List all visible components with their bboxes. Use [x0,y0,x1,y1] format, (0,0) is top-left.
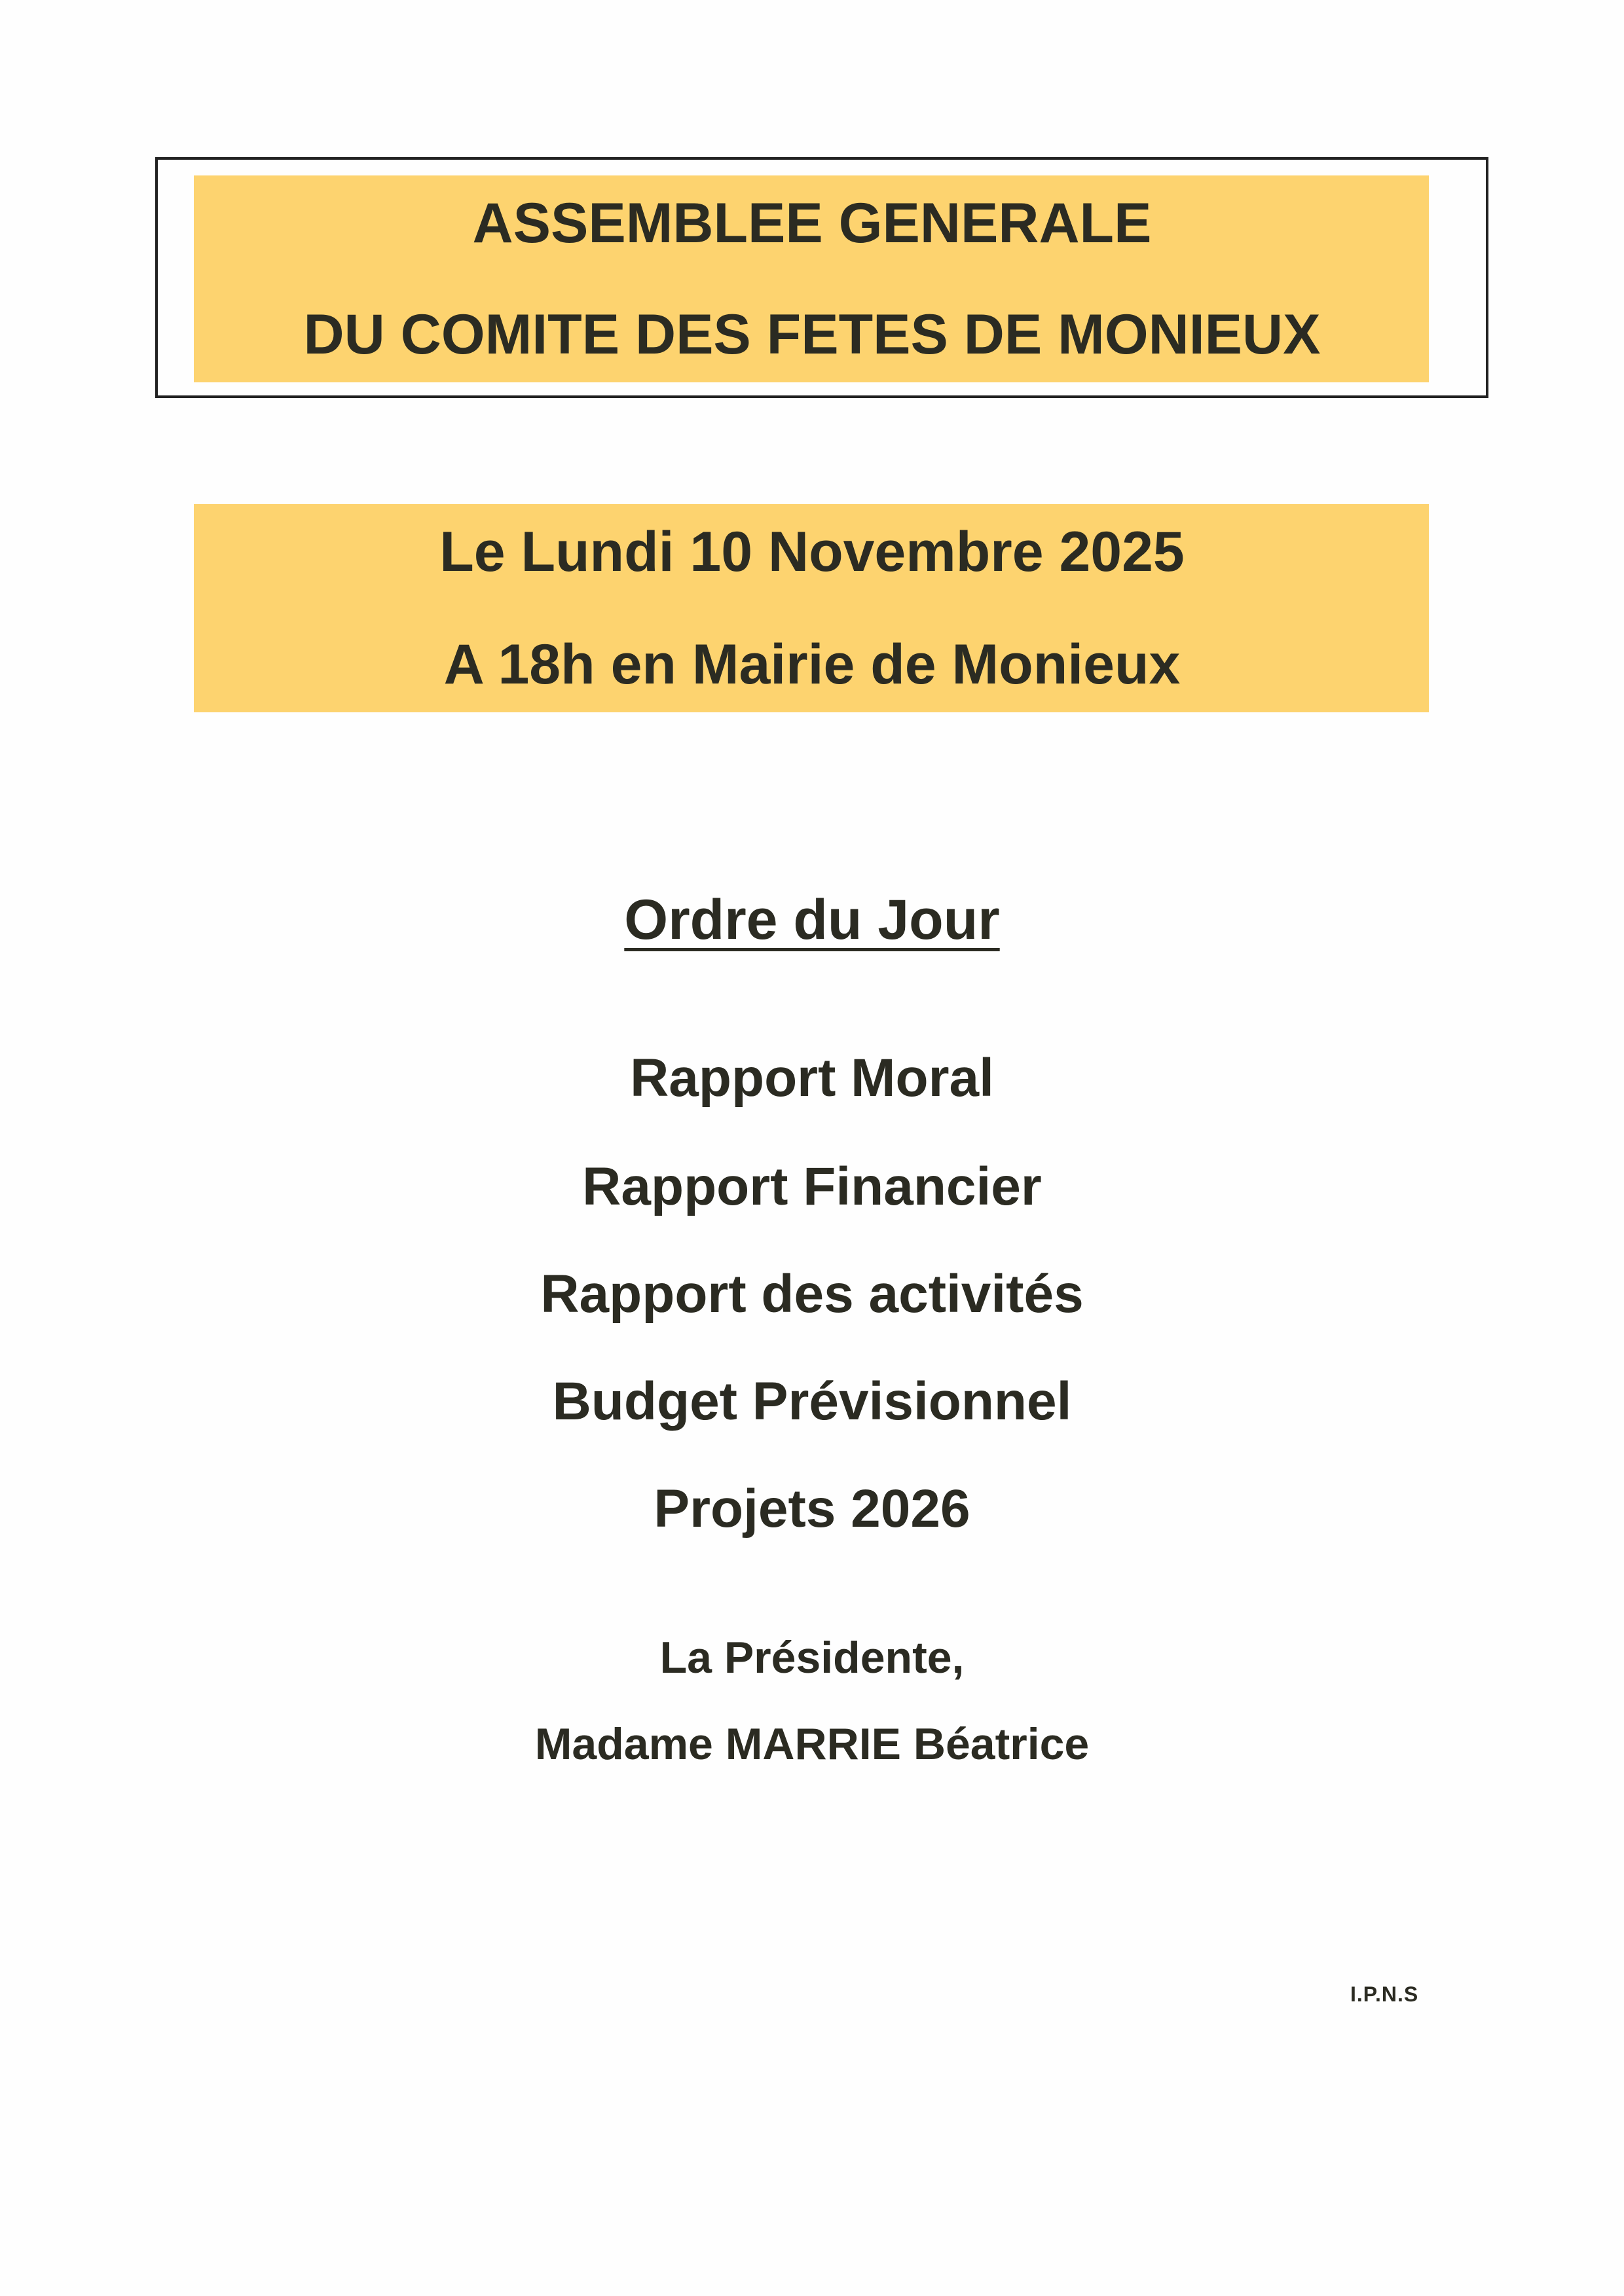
meeting-date: Le Lundi 10 Novembre 2025 [439,520,1185,583]
agenda-item-budget-previsionnel: Budget Prévisionnel [552,1372,1072,1431]
title-line-2: DU COMITE DES FETES DE MONIEUX [303,303,1321,366]
meeting-place: A 18h en Mairie de Monieux [443,633,1181,696]
agenda-heading-text: Ordre du Jour [624,888,1000,951]
ipns-mention: I.P.N.S [1350,1982,1419,2006]
agenda-item-rapport-moral: Rapport Moral [630,1048,994,1108]
agenda-item-projets: Projets 2026 [654,1479,970,1539]
signature-name: Madame MARRIE Béatrice [534,1719,1090,1769]
signature-role: La Présidente, [659,1633,965,1683]
title-line-1: ASSEMBLEE GENERALE [472,192,1152,255]
agenda-heading [0,888,1624,951]
agenda-item-rapport-financier: Rapport Financier [582,1157,1042,1216]
agenda-item-rapport-activites: Rapport des activités [540,1264,1084,1324]
